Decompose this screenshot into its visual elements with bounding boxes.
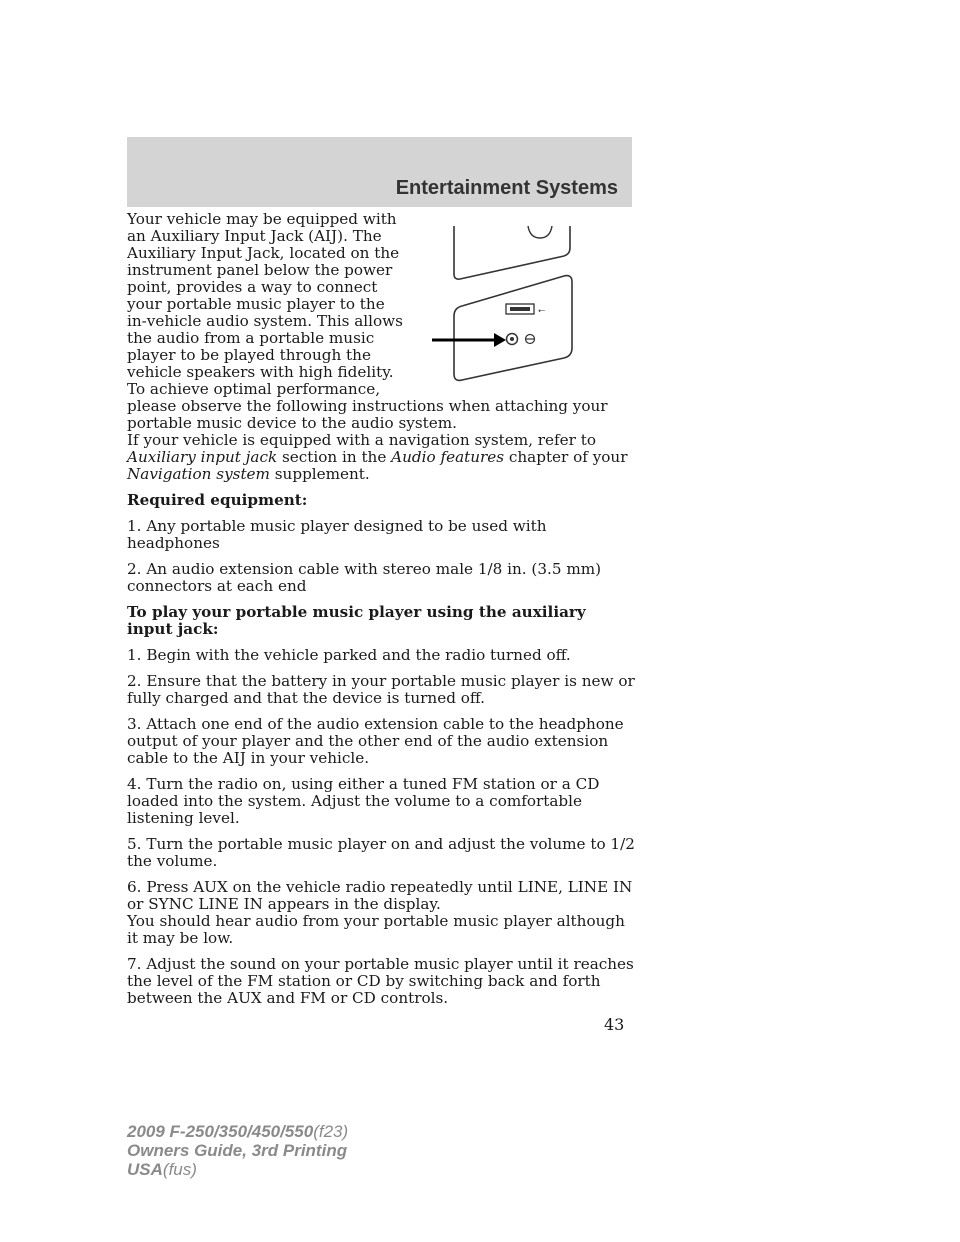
step-item: 6. Press AUX on the vehicle radio repeatedly until LINE, LINE IN or SYNC LINE IN appears in the display.: [127, 878, 633, 913]
step-item: 3. Attach one end of the audio extension cable to the headphone output of your player and the other end of the audio extension cable to the AIJ in your vehicle.: [127, 715, 624, 767]
step-note: You should hear audio from your portable music player although it may be low.: [127, 912, 625, 947]
step-item: 4. Turn the radio on, using either a tuned FM station or a CD loaded into the system. Adjust the volume to a comfortable listening level.: [127, 775, 600, 827]
header-band: [127, 137, 632, 207]
play-heading: To play your portable music player using the auxiliary input jack:: [127, 603, 586, 638]
step-item: 5. Turn the portable music player on and adjust the volume to 1/2 the volume.: [127, 835, 635, 870]
intro-paragraph: Your vehicle may be equipped with an Auxiliary Input Jack (AIJ). The Auxiliary Input Jack, located on the instrument panel below the power point, provides a way to connect your portable music player to the in-vehicle audio system. This allows the audio from a portable music player to be played through the vehicle speakers with high fidelity. To achieve optimal performance, please observe the following instructions when attaching your portable music device to the audio system.: [127, 210, 608, 432]
navigation-note: If your vehicle is equipped with a navigation system, refer to Auxiliary input jack section in the Audio features chapter of your Navigation system supplement.: [127, 431, 628, 483]
list-item: 2. An audio extension cable with stereo male 1/8 in. (3.5 mm) connectors at each end: [127, 560, 602, 595]
footer-line-1: 2009 F-250/350/450/550(f23): [127, 1122, 349, 1141]
footer: [127, 1122, 348, 1179]
footer-line-3: USA(fus): [127, 1160, 197, 1179]
list-item: 1. Any portable music player designed to be used with headphones: [127, 517, 547, 552]
step-item: 7. Adjust the sound on your portable music player until it reaches the level of the FM station or CD by switching back and forth between the AUX and FM or CD controls.: [127, 955, 634, 1007]
usb-symbol-icon: ⭠: [538, 306, 546, 316]
step-item: 2. Ensure that the battery in your portable music player is new or fully charged and that the device is turned off.: [127, 672, 635, 707]
body-text: [127, 211, 635, 1007]
required-heading: Required equipment:: [127, 491, 308, 509]
footer-line-2: Owners Guide, 3rd Printing: [127, 1141, 348, 1160]
page-number: 43: [604, 1015, 625, 1034]
section-title: Entertainment Systems: [395, 177, 618, 199]
step-item: 1. Begin with the vehicle parked and the radio turned off.: [127, 646, 571, 664]
